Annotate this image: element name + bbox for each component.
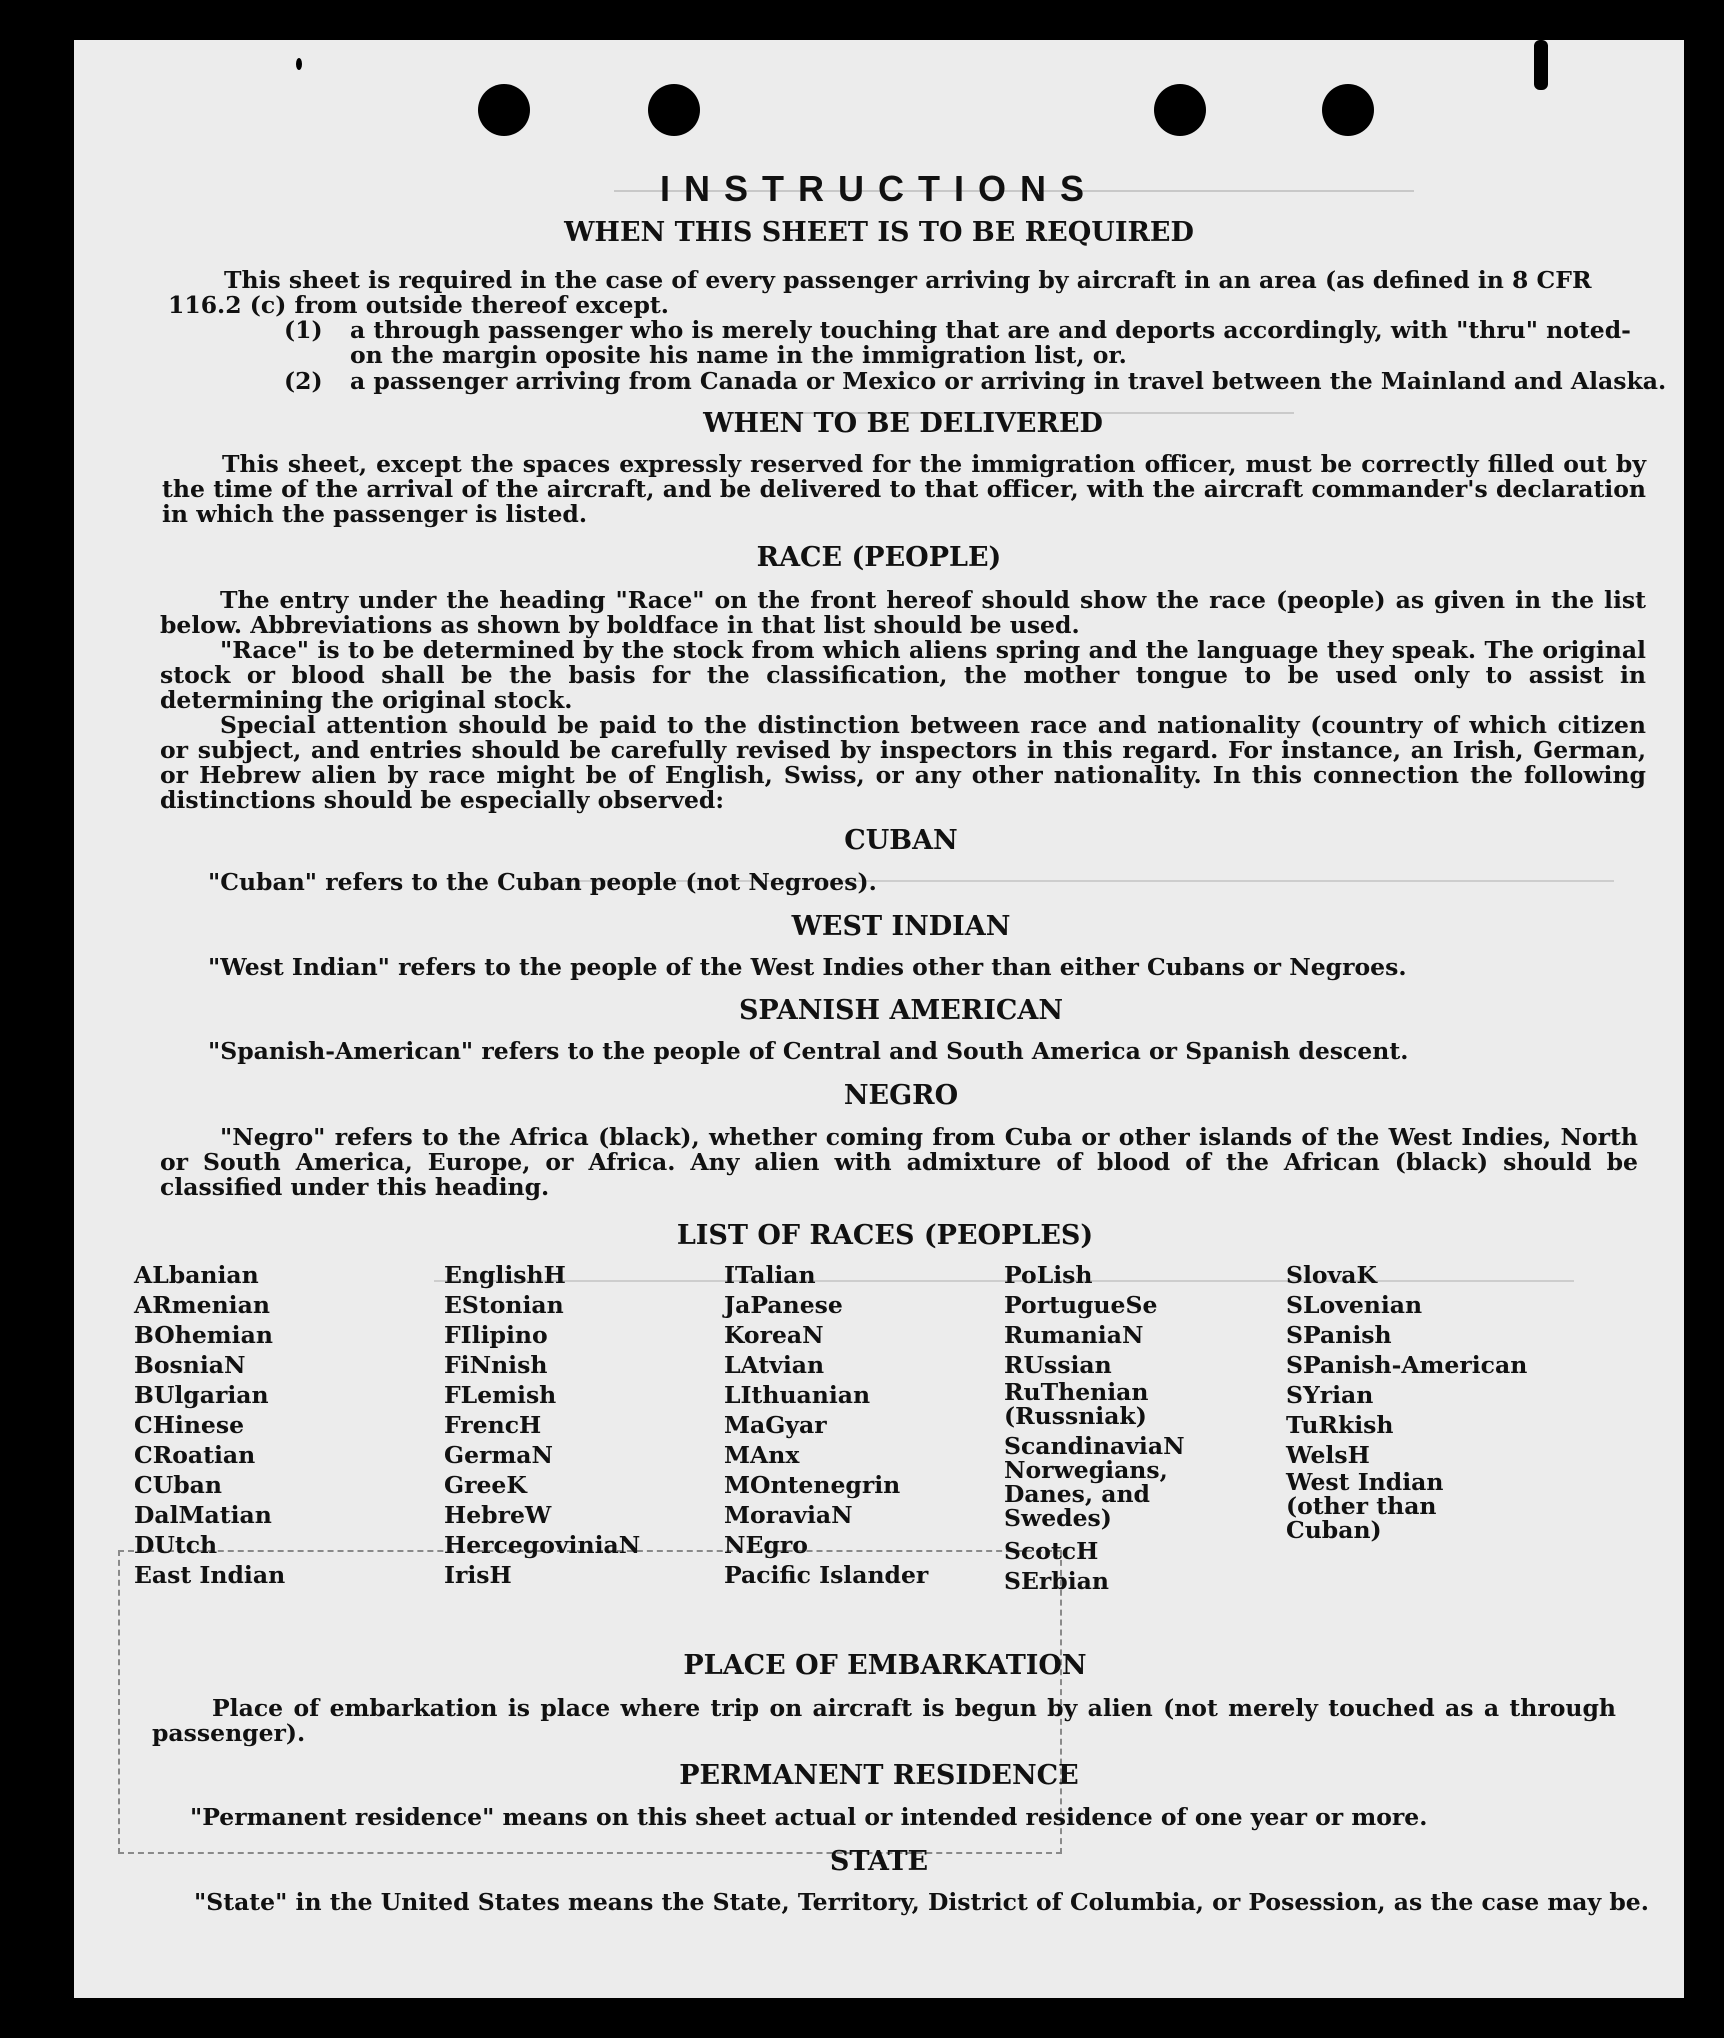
race-item: ScotcH — [1004, 1537, 1099, 1565]
race-item: CHinese — [134, 1411, 245, 1439]
race-item: HebreW — [444, 1501, 552, 1529]
races-column-5 — [1286, 1260, 1546, 1548]
race-item: KoreaN — [724, 1321, 824, 1349]
exception-2-number: (2) — [284, 367, 323, 395]
race-paragraph-1: The entry under the heading "Race" on the front hereof should show the race (people) as given in the list below. Abbreviations as shown by boldface in that list should be used. — [160, 586, 1646, 639]
race-item: TuRkish — [1286, 1411, 1394, 1439]
punch-hole — [1154, 84, 1206, 136]
race-item: GermaN — [444, 1441, 553, 1469]
race-item: CRoatian — [134, 1441, 256, 1469]
race-item: SPanish-American — [1286, 1351, 1528, 1379]
race-item: SLovenian — [1286, 1291, 1423, 1319]
race-item: LIthuanian — [724, 1381, 871, 1409]
state-text: "State" in the United States means the State, Territory, District of Columbia, or Posession, as the case may be. — [194, 1888, 1649, 1916]
race-item: SErbian — [1004, 1567, 1109, 1595]
heading-west-indian: WEST INDIAN — [791, 911, 1011, 942]
spanish-american-text: "Spanish-American" refers to the people of Central and South America or Spanish descent. — [208, 1037, 1409, 1065]
exception-1-number: (1) — [284, 316, 323, 344]
race-item: BUlgarian — [134, 1381, 269, 1409]
race-item: MAnx — [724, 1441, 800, 1469]
race-item: PortugueSe — [1004, 1291, 1158, 1319]
heading-permanent-residence: PERMANENT RESIDENCE — [679, 1760, 1079, 1791]
race-item: CUban — [134, 1471, 222, 1499]
punch-hole — [478, 84, 530, 136]
exception-1-line2: on the margin oposite his name in the immigration list, or. — [350, 341, 1127, 369]
race-item: DalMatian — [134, 1501, 272, 1529]
race-item: WelsH — [1286, 1441, 1370, 1469]
race-item: JaPanese — [724, 1291, 843, 1319]
race-item: ITalian — [724, 1261, 816, 1289]
race-item: SlovaK — [1286, 1261, 1377, 1289]
race-item: EStonian — [444, 1291, 564, 1319]
heading-state: STATE — [829, 1846, 929, 1877]
page-title: INSTRUCTIONS — [660, 168, 1098, 209]
race-item: HercegoviniaN — [444, 1531, 641, 1559]
heading-embarkation: PLACE OF EMBARKATION — [683, 1650, 1087, 1681]
race-item: MaGyar — [724, 1411, 827, 1439]
when-delivered-text: This sheet, except the spaces expressly reserved for the immigration officer, must be correctly filled out by the time of the arrival of the aircraft, and be delivered to that officer, with the aircraft commander's declaration in which the passenger is listed. — [162, 450, 1646, 528]
west-indian-text: "West Indian" refers to the people of the West Indies other than either Cubans or Negroes. — [208, 953, 1407, 981]
exception-2-line1: a passenger arriving from Canada or Mexico or arriving in travel between the Mainland and Alaska. — [350, 367, 1667, 395]
heading-when-required: WHEN THIS SHEET IS TO BE REQUIRED — [564, 217, 1194, 248]
document-page — [74, 40, 1684, 1998]
race-item: East Indian — [134, 1561, 286, 1589]
race-item: BosniaN — [134, 1351, 246, 1379]
race-item: MoraviaN — [724, 1501, 853, 1529]
heading-race: RACE (PEOPLE) — [756, 542, 1002, 573]
race-item: NEgro — [724, 1531, 808, 1559]
race-paragraph-2: "Race" is to be determined by the stock from which aliens spring and the language they speak. The original stock or blood shall be the basis for the classification, the mother tongue to be used only to assist in determining the original stock. — [160, 636, 1646, 714]
heading-negro: NEGRO — [843, 1080, 959, 1111]
punch-hole — [648, 84, 700, 136]
race-item: PoLish — [1004, 1261, 1093, 1289]
embarkation-text: Place of embarkation is place where trip on aircraft is begun by alien (not merely touched as a through passenger). — [152, 1694, 1616, 1747]
race-item: DUtch — [134, 1531, 218, 1559]
cuban-text: "Cuban" refers to the Cuban people (not Negroes). — [208, 868, 877, 896]
residence-text: "Permanent residence" means on this sheet actual or intended residence of one year or more. — [190, 1803, 1428, 1831]
race-item: GreeK — [444, 1471, 527, 1499]
races-column-1 — [134, 1260, 374, 1590]
ink-mark — [1534, 40, 1548, 90]
race-item: ARmenian — [134, 1291, 270, 1319]
race-item: ScandinaviaN Norwegians, Danes, and Swedes) — [1004, 1432, 1185, 1532]
race-item: FLemish — [444, 1381, 557, 1409]
when-required-line2: 116.2 (c) from outside thereof except. — [168, 291, 669, 319]
race-item: ALbanian — [134, 1261, 259, 1289]
race-item: RuThenian (Russniak) — [1004, 1378, 1149, 1430]
when-required-line1: This sheet is required in the case of every passenger arriving by aircraft in an area (as defined in 8 CFR — [224, 266, 1592, 294]
race-item: EnglishH — [444, 1261, 566, 1289]
race-item: FIlipino — [444, 1321, 548, 1349]
race-paragraph-3: Special attention should be paid to the distinction between race and nationality (country of which citizen or subject, and entries should be carefully revised by inspectors in this regard. For instance, an Irish, German, or Hebrew alien by race might be of English, Swiss, or any other nationality. In this connection the following distinctions should be especially observed: — [160, 711, 1646, 814]
race-item: SPanish — [1286, 1321, 1392, 1349]
race-item: BOhemian — [134, 1321, 273, 1349]
races-column-3 — [724, 1260, 1024, 1590]
heading-cuban: CUBAN — [844, 825, 958, 856]
race-item: FrencH — [444, 1411, 542, 1439]
punch-hole — [1322, 84, 1374, 136]
race-item: FiNnish — [444, 1351, 548, 1379]
race-item: MOntenegrin — [724, 1471, 901, 1499]
race-item: West Indian (other than Cuban) — [1286, 1468, 1444, 1544]
heading-when-delivered: WHEN TO BE DELIVERED — [703, 408, 1103, 439]
heading-list-of-races: LIST OF RACES (PEOPLES) — [676, 1220, 1094, 1251]
heading-spanish-american: SPANISH AMERICAN — [738, 995, 1064, 1026]
negro-text: "Negro" refers to the Africa (black), whether coming from Cuba or other islands of the West Indies, North or South America, Europe, or Africa. Any alien with admixture of blood of the African (black) should be classified under this heading. — [160, 1123, 1638, 1201]
race-item: IrisH — [444, 1561, 512, 1589]
races-column-4 — [1004, 1260, 1304, 1596]
exception-1-line1: a through passenger who is merely touching that are and deports accordingly, with "thru" noted- — [350, 316, 1631, 344]
race-item: RumaniaN — [1004, 1321, 1144, 1349]
race-item: RUssian — [1004, 1351, 1112, 1379]
races-column-2 — [444, 1260, 704, 1590]
race-item: LAtvian — [724, 1351, 825, 1379]
race-item: Pacific Islander — [724, 1561, 929, 1589]
ink-mark — [296, 58, 302, 70]
race-item: SYrian — [1286, 1381, 1374, 1409]
